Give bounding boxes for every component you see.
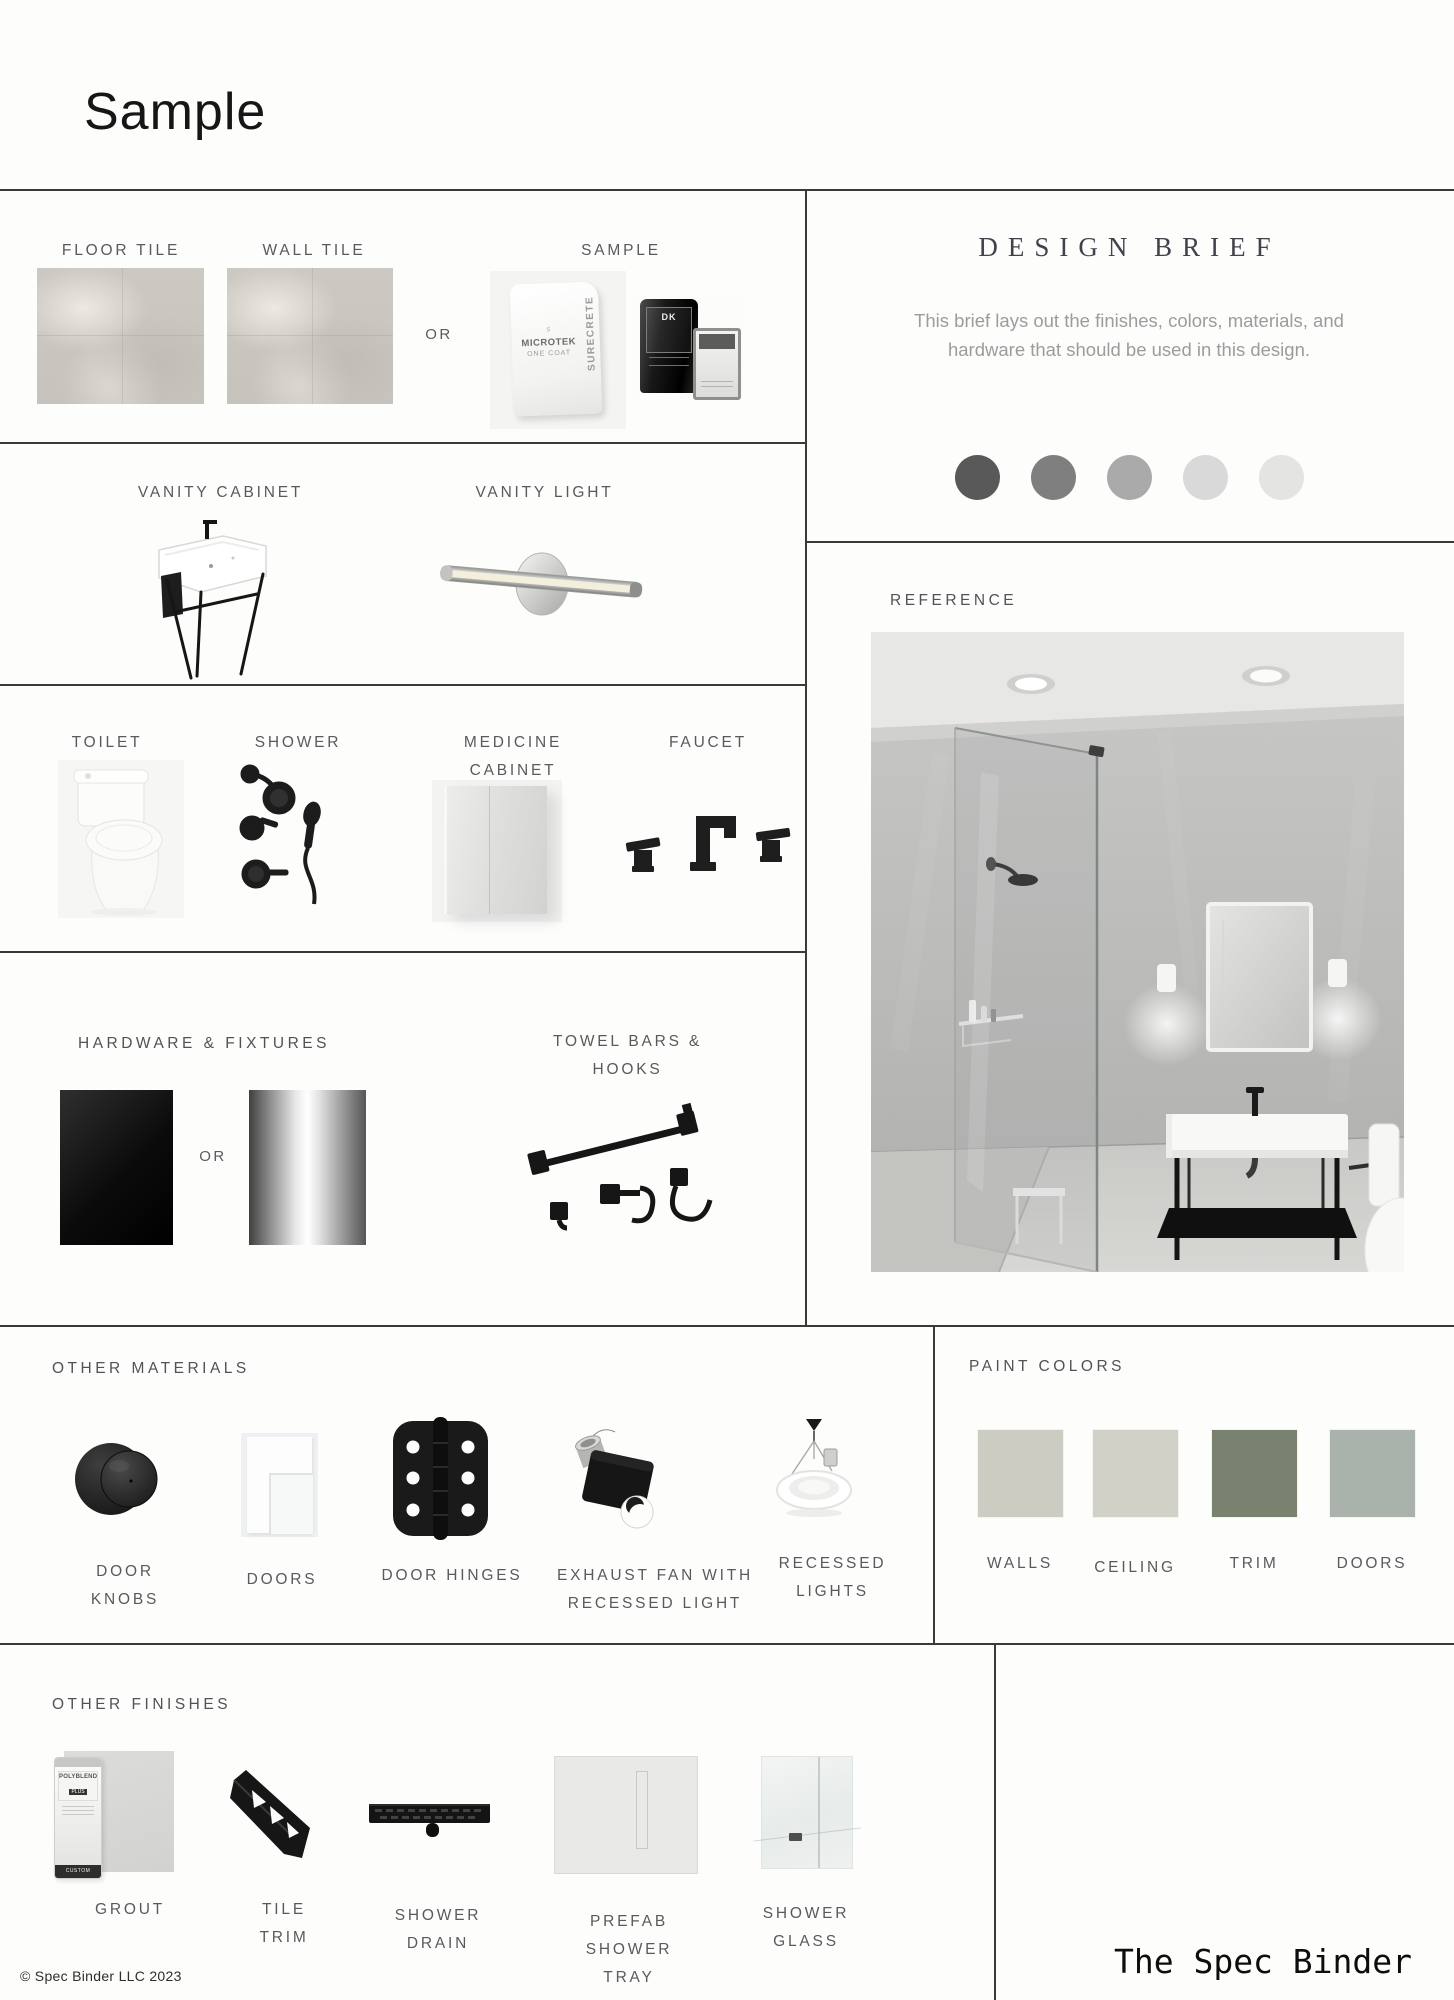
floor-tile-image <box>37 268 204 404</box>
sealer-can <box>640 299 698 393</box>
grout-plus-badge: PLUS <box>71 1789 85 1795</box>
toilet-label: TOILET <box>71 734 143 751</box>
shower-drain-label: SHOWER DRAIN <box>394 1907 482 1952</box>
divider-vertical-paint <box>933 1327 935 1643</box>
divider-lower <box>0 1643 1454 1645</box>
page-title: Sample <box>84 83 267 141</box>
doors-label: DOORS <box>246 1571 318 1588</box>
exhaust-fan-label: EXHAUST FAN WITH RECESSED LIGHT <box>556 1567 754 1612</box>
palette-swatch-1 <box>955 455 1000 500</box>
divider-mid <box>0 1325 1454 1327</box>
toilet-image <box>58 760 184 918</box>
reference-bathroom-render <box>871 632 1404 1272</box>
matte-black-finish-swatch <box>60 1090 173 1245</box>
towel-bars-label: TOWEL BARS & HOOKS <box>552 1033 703 1078</box>
sample-bag-photo <box>490 271 626 429</box>
shower-glass-label: SHOWER GLASS <box>762 1905 850 1950</box>
medicine-cabinet-image <box>432 780 562 922</box>
hardware-fixtures-label: HARDWARE & FIXTURES <box>78 1035 330 1052</box>
towel-bars-image <box>522 1102 717 1257</box>
chrome-finish-swatch <box>249 1090 366 1245</box>
other-finishes-label: OTHER FINISHES <box>52 1696 232 1713</box>
prefab-shower-tray-image <box>554 1756 698 1874</box>
grout-label: GROUT <box>95 1901 165 1918</box>
floor-tile-label: FLOOR TILE <box>61 242 181 259</box>
grout-bag-image <box>54 1757 102 1879</box>
vanity-cabinet-label: VANITY CABINET <box>137 484 304 501</box>
doors-paint-label: DOORS <box>1336 1555 1408 1572</box>
hardware-or-label: OR <box>199 1148 227 1165</box>
doors-paint-swatch <box>1330 1430 1415 1517</box>
door-hinges-label: DOOR HINGES <box>381 1567 523 1584</box>
bag-title-text: MICROTEK <box>521 336 577 350</box>
walls-label: WALLS <box>987 1555 1053 1572</box>
tile-trim-image <box>226 1766 329 1863</box>
divider-fixtures-bottom <box>0 951 805 953</box>
palette-swatch-2 <box>1031 455 1076 500</box>
reference-label: REFERENCE <box>890 592 1018 609</box>
walls-paint-swatch <box>978 1430 1063 1517</box>
faucet-label: FAUCET <box>669 734 747 751</box>
vanity-cabinet-image <box>145 514 280 682</box>
sample-box <box>693 328 741 400</box>
recessed-lights-label: RECESSED LIGHTS <box>778 1555 887 1600</box>
divider-top <box>0 189 1454 191</box>
brand-logo: The Spec Binder <box>1113 1942 1412 1981</box>
divider-vertical-main <box>805 191 807 1325</box>
divider-vertical-finishes <box>994 1645 996 2000</box>
bag-brand-text: SURECRETE <box>584 295 598 372</box>
paint-colors-label: PAINT COLORS <box>969 1358 1125 1375</box>
sample-can-photo <box>634 293 744 405</box>
shower-drain-image <box>367 1798 492 1843</box>
recessed-light-image <box>768 1415 860 1519</box>
color-palette <box>955 455 1304 500</box>
palette-swatch-5 <box>1259 455 1304 500</box>
wall-tile-label: WALL TILE <box>262 242 366 259</box>
divider-tiles-bottom <box>0 442 805 444</box>
trim-label: TRIM <box>1229 1555 1279 1572</box>
faucet-image <box>620 810 795 890</box>
bag-logo-mark: S <box>546 327 551 334</box>
medicine-cabinet-label: MEDICINE CABINET <box>463 734 563 779</box>
door-knob-image <box>67 1424 174 1534</box>
wall-tile-image <box>227 268 393 404</box>
grout-brand-text: POLYBLEND <box>59 1774 98 1780</box>
door-hinge-image <box>385 1415 496 1542</box>
exhaust-fan-image <box>563 1424 677 1534</box>
bag-subtitle-text: ONE COAT <box>527 349 572 359</box>
tiles-or-label: OR <box>425 326 453 343</box>
ceiling-label: CEILING <box>1094 1559 1176 1576</box>
divider-vanity-bottom <box>0 684 805 686</box>
divider-brief-bottom <box>805 541 1454 543</box>
ceiling-paint-swatch <box>1093 1430 1178 1517</box>
door-knobs-label: DOOR KNOBS <box>90 1563 160 1608</box>
vanity-light-label: VANITY LIGHT <box>475 484 614 501</box>
design-brief-body: This brief lays out the finishes, colors, materials, and hardware that should be used in this design. <box>914 310 1344 360</box>
design-brief-title: DESIGN BRIEF <box>978 232 1281 262</box>
microcement-bag <box>510 282 603 417</box>
vanity-light-image <box>438 550 648 620</box>
prefab-shower-tray-label: PREFAB SHOWER TRAY <box>585 1913 673 1986</box>
can-label-text: DK <box>646 307 692 353</box>
grout-maker-text: CUSTOM <box>55 1865 101 1878</box>
other-materials-label: OTHER MATERIALS <box>52 1360 250 1377</box>
palette-swatch-4 <box>1183 455 1228 500</box>
shower-label: SHOWER <box>254 734 342 751</box>
door-image <box>241 1433 318 1537</box>
copyright-text: © Spec Binder LLC 2023 <box>20 1968 182 1984</box>
palette-swatch-3 <box>1107 455 1152 500</box>
tile-trim-label: TILE TRIM <box>259 1901 309 1946</box>
sample-label: SAMPLE <box>581 242 661 259</box>
trim-paint-swatch <box>1212 1430 1297 1517</box>
shower-set-image <box>222 760 342 908</box>
shower-glass-image <box>761 1756 853 1869</box>
